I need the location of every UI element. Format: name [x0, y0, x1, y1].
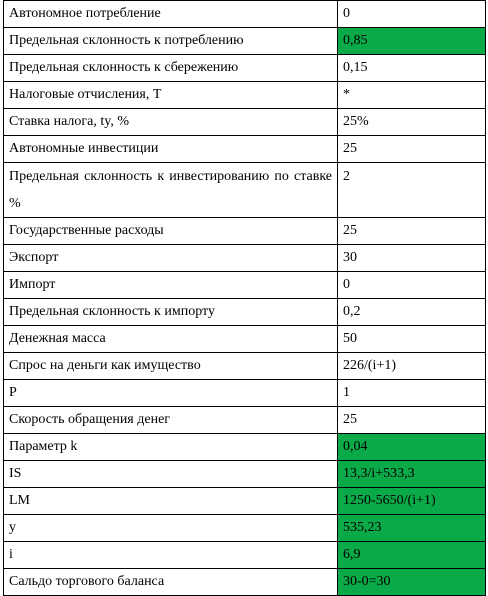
table-row — [4, 109, 486, 136]
row-label: i — [4, 542, 338, 569]
row-label: Денежная масса — [4, 326, 338, 353]
table-row — [4, 136, 486, 163]
row-value: 30 — [338, 245, 486, 272]
table-row — [4, 407, 486, 434]
table-row — [4, 299, 486, 326]
table-row — [4, 434, 486, 461]
row-label: Автономное потребление — [4, 1, 338, 28]
row-label: Импорт — [4, 272, 338, 299]
row-value: 535,23 — [338, 515, 486, 542]
row-value: 1250-5650/(i+1) — [338, 488, 486, 515]
row-label: Скорость обращения денег — [4, 407, 338, 434]
row-label: Ставка налога, ty, % — [4, 109, 338, 136]
row-label: Предельная склонность к сбережению — [4, 55, 338, 82]
row-value: 2 — [338, 163, 486, 218]
row-value: 13,3/i+533,3 — [338, 461, 486, 488]
row-value: 0,85 — [338, 28, 486, 55]
table-row — [4, 353, 486, 380]
table-row — [4, 461, 486, 488]
row-label: Спрос на деньги как имущество — [4, 353, 338, 380]
row-value: * — [338, 82, 486, 109]
row-label: IS — [4, 461, 338, 488]
row-label: y — [4, 515, 338, 542]
table-row — [4, 28, 486, 55]
row-label: Сальдо торгового баланса — [4, 569, 338, 596]
row-label: Предельная склонность к импорту — [4, 299, 338, 326]
row-label: LM — [4, 488, 338, 515]
table-row — [4, 163, 486, 218]
table-row — [4, 569, 486, 596]
row-value: 0 — [338, 272, 486, 299]
table-row — [4, 542, 486, 569]
row-value: 6,9 — [338, 542, 486, 569]
row-value: 0,15 — [338, 55, 486, 82]
row-label: Государственные расходы — [4, 218, 338, 245]
row-value: 1 — [338, 380, 486, 407]
table-row — [4, 488, 486, 515]
row-value: 50 — [338, 326, 486, 353]
table-row — [4, 380, 486, 407]
row-value: 25 — [338, 136, 486, 163]
row-label: Параметр k — [4, 434, 338, 461]
row-value: 0,04 — [338, 434, 486, 461]
row-value: 0 — [338, 1, 486, 28]
table-row — [4, 272, 486, 299]
table-row — [4, 1, 486, 28]
table-row — [4, 82, 486, 109]
row-value: 25% — [338, 109, 486, 136]
table-row — [4, 218, 486, 245]
table-row — [4, 245, 486, 272]
parameters-table — [3, 0, 486, 596]
row-label: Экспорт — [4, 245, 338, 272]
row-label: Налоговые отчисления, Т — [4, 82, 338, 109]
row-label: P — [4, 380, 338, 407]
row-value: 30-0=30 — [338, 569, 486, 596]
row-value: 0,2 — [338, 299, 486, 326]
row-value: 25 — [338, 407, 486, 434]
table-row — [4, 326, 486, 353]
row-label: Предельная склонность к потреблению — [4, 28, 338, 55]
row-value: 25 — [338, 218, 486, 245]
row-value: 226/(i+1) — [338, 353, 486, 380]
row-label: Автономные инвестиции — [4, 136, 338, 163]
row-label: Предельная склонность к инвестированию по ставке % — [4, 163, 338, 218]
table-row — [4, 515, 486, 542]
table-row — [4, 55, 486, 82]
